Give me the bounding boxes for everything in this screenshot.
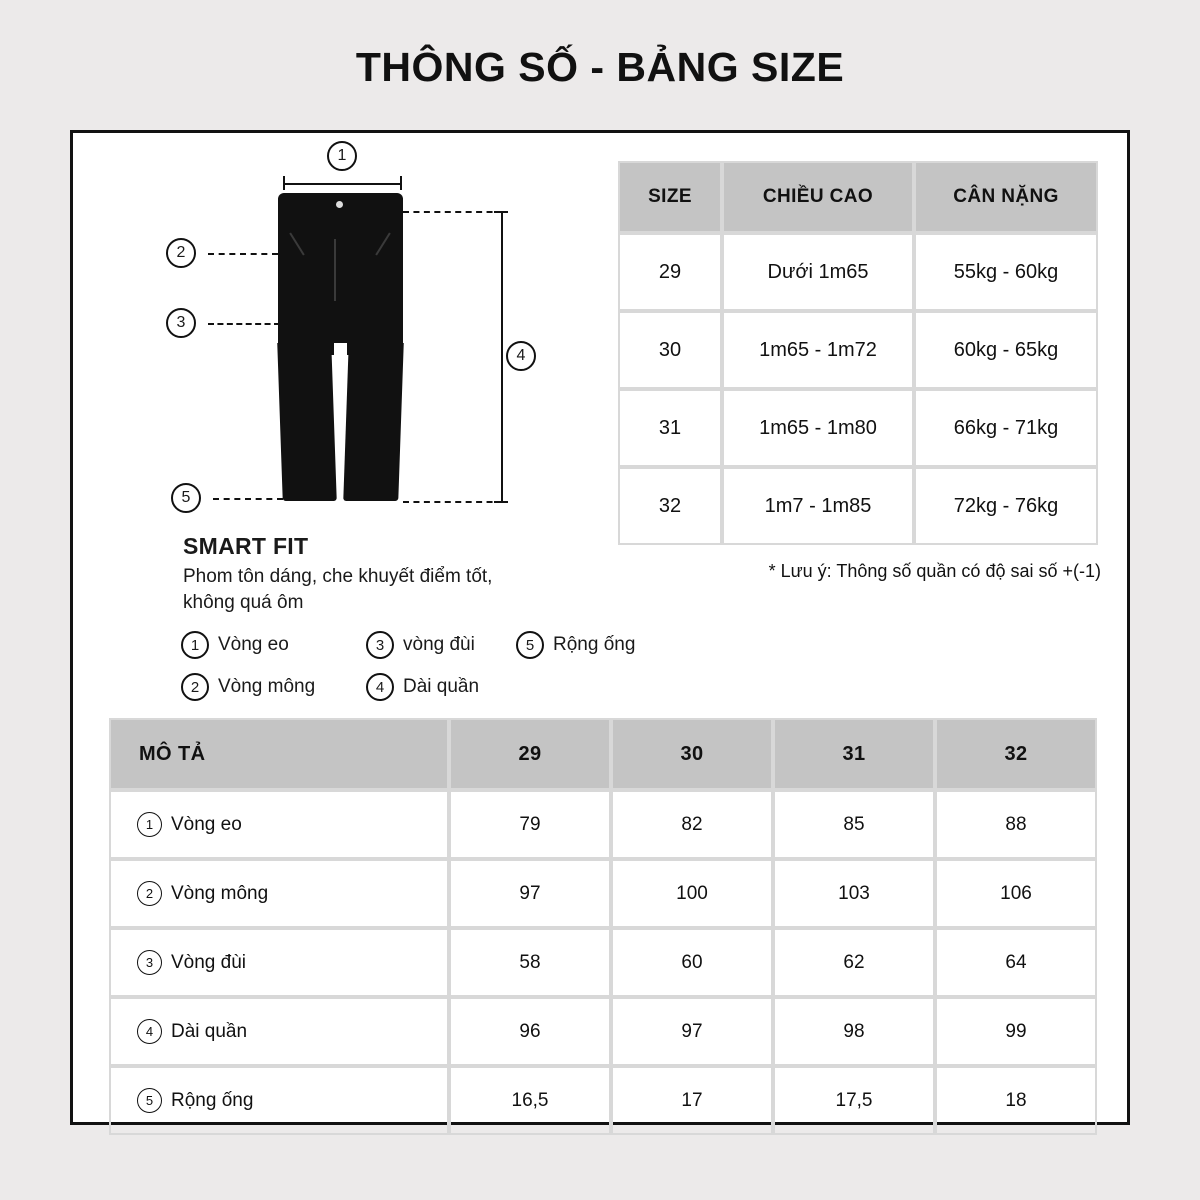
measurement-value: 100 [611,859,773,928]
table-row [109,790,1097,859]
measurement-value: 16,5 [449,1066,611,1135]
measurement-num-1: 1 [137,812,162,837]
measurement-value: 98 [773,997,935,1066]
marker-2: 2 [166,238,196,268]
top-section [73,133,1127,697]
measure-cap-length-top [494,211,508,213]
size-table-column [618,133,1127,693]
measure-line-hip [208,253,278,255]
legend-item-hip [181,673,366,701]
page-title: THÔNG SỐ - BẢNG SIZE [355,44,845,90]
fit-desc-line2: không quá ôm [183,591,304,613]
measurement-value: 97 [449,859,611,928]
legend-label-1: Vòng eo [218,634,289,655]
table-row [109,1066,1097,1135]
measurement-value: 82 [611,790,773,859]
pants-body [278,235,403,355]
size-table-header-row [618,161,1098,233]
legend-item-length [366,673,516,701]
marker-4: 4 [506,341,536,371]
measurement-value: 106 [935,859,1097,928]
legend-label-2: Vòng mông [218,676,316,697]
legend-item-waist [181,631,366,659]
pants-waist [278,193,403,239]
legend-num-1: 1 [181,631,209,659]
measurement-table [109,718,1097,1135]
measurement-value: 60 [611,928,773,997]
measurement-value: 18 [935,1066,1097,1135]
measurement-label-5: Rộng ống [171,1089,254,1111]
measurement-label-cell [109,997,449,1066]
measure-line-waist [283,183,401,185]
measurement-table-wrapper [109,718,1097,1135]
size-cell-height: 1m7 - 1m85 [722,467,914,545]
measurement-value: 64 [935,928,1097,997]
legend-label-3: vòng đùi [403,634,475,655]
size-cell-weight: 55kg - 60kg [914,233,1098,311]
measurement-num-3: 3 [137,950,162,975]
pants-icon [278,193,403,503]
legend-num-3: 3 [366,631,394,659]
measurement-label-cell [109,1066,449,1135]
measurement-label-1: Vòng eo [171,813,242,835]
measure-tick-length-top [403,211,503,213]
legend-item-thigh [366,631,516,659]
table-row [618,467,1098,545]
measurement-th-32: 32 [935,718,1097,790]
size-cell-weight: 66kg - 71kg [914,389,1098,467]
legend-num-5: 5 [516,631,544,659]
measurement-value: 97 [611,997,773,1066]
fit-name: SMART FIT [183,533,309,559]
size-cell-size: 29 [618,233,722,311]
table-row [618,389,1098,467]
measurement-label-3: Vòng đùi [171,951,247,973]
pants-illustration [73,133,618,533]
size-cell-size: 31 [618,389,722,467]
pants-fly [334,239,336,301]
size-cell-size: 32 [618,467,722,545]
measurement-value: 103 [773,859,935,928]
measurement-value: 96 [449,997,611,1066]
table-row [109,859,1097,928]
measurement-header-row [109,718,1097,790]
size-cell-height: Dưới 1m65 [722,233,914,311]
measurement-value: 17,5 [773,1066,935,1135]
table-row [618,311,1098,389]
table-row [109,928,1097,997]
measure-cap-length-bottom [494,501,508,503]
measurement-num-4: 4 [137,1019,162,1044]
size-cell-size: 30 [618,311,722,389]
measurement-th-29: 29 [449,718,611,790]
table-row [109,997,1097,1066]
pants-crotch [334,343,347,389]
marker-3: 3 [166,308,196,338]
measurement-value: 58 [449,928,611,997]
measurement-value: 62 [773,928,935,997]
pants-leg-left [277,343,337,501]
measure-tick-length-bottom [403,501,503,503]
measure-line-thigh [208,323,280,325]
legend-num-4: 4 [366,673,394,701]
measurement-value: 88 [935,790,1097,859]
measurement-label-2: Vòng mông [171,882,269,904]
marker-1: 1 [327,141,357,171]
size-table-note: * Lưu ý: Thông số quần có độ sai số +(-1) [768,561,1101,581]
legend-label-5: Rộng ống [553,634,636,655]
measurement-th-desc: MÔ TẢ [109,718,449,790]
measurement-label-cell [109,790,449,859]
size-cell-weight: 72kg - 76kg [914,467,1098,545]
measurement-num-2: 2 [137,881,162,906]
measurement-label-cell [109,859,449,928]
measurement-th-30: 30 [611,718,773,790]
fit-desc-line1: Phom tôn dáng, che khuyết điểm tốt, [183,566,493,587]
measurement-num-5: 5 [137,1088,162,1113]
content-card [70,130,1130,1125]
size-cell-weight: 60kg - 65kg [914,311,1098,389]
measurement-value: 85 [773,790,935,859]
measure-line-length [501,211,503,501]
marker-5: 5 [171,483,201,513]
measure-cap-waist-right [400,176,402,190]
pants-leg-right [343,343,404,501]
size-cell-height: 1m65 - 1m72 [722,311,914,389]
measurement-value: 99 [935,997,1097,1066]
legend-num-2: 2 [181,673,209,701]
size-table-th-size: SIZE [618,161,722,233]
pants-button [336,201,343,208]
size-table-th-height: CHIỀU CAO [722,161,914,233]
size-table [618,161,1098,545]
measurement-label-4: Dài quần [171,1020,248,1042]
measure-line-hem [213,498,283,500]
illustration-column [73,133,636,697]
measure-cap-waist-left [283,176,285,190]
measurement-th-31: 31 [773,718,935,790]
table-row [618,233,1098,311]
measurement-value: 79 [449,790,611,859]
measurement-label-cell [109,928,449,997]
size-cell-height: 1m65 - 1m80 [722,389,914,467]
measurement-value: 17 [611,1066,773,1135]
legend-label-4: Dài quần [403,676,480,697]
size-table-th-weight: CÂN NẶNG [914,161,1098,233]
